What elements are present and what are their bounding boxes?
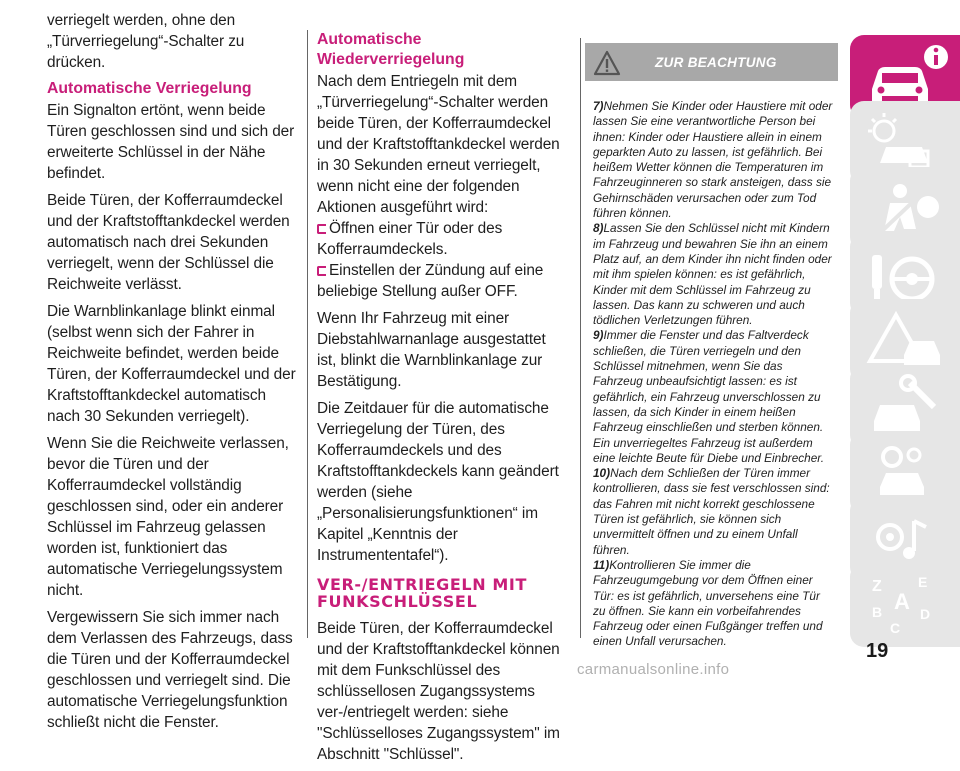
bullet-icon bbox=[317, 224, 326, 234]
warning-notes bbox=[593, 99, 835, 650]
relock-paragraph: Nach dem Entriegeln mit dem „Türverriegelung“-Schalter werden beide Türen, der Kofferraumdeckel und der Kraftstofftankdeckel werden in 30 Sekunden erneut verriegelt, wenn nicht eine der folgenden Aktionen ausgeführt wird: bbox=[317, 73, 560, 216]
warning-note bbox=[593, 99, 835, 221]
note-text: Nehmen Sie Kinder oder Haustiere mit oder lassen Sie eine verantwortliche Person bei ihnen: Kinder oder Haustiere allein in einem geparkten Auto zu lassen, ist gefährlich. Bei heißem Wetter können die Temperaturen im Fahrzeuginneren so stark ansteigen, dass sie Gehirnschäden verursachen oder zum Tod führen können. bbox=[593, 99, 833, 221]
warning-box bbox=[585, 43, 838, 649]
paragraph: Ein Signalton ertönt, wenn beide Türen geschlossen sind und sich der erweiterte Schlüssel in der Nähe befindet. bbox=[47, 102, 295, 182]
remote-key-paragraph: Beide Türen, der Kofferraumdeckel und der Kraftstofftankdeckel können mit dem Funkschlüssel des schlüssellosen Zugangssystems ver-/entriegelt werden: siehe "Schlüsselloses Zugangssystem" im Abschnitt "Schlüssel". bbox=[317, 620, 560, 763]
section-heading-remote-key: VER-/ENTRIEGELN MIT FUNKSCHLÜSSEL bbox=[317, 575, 527, 611]
chapter-tabs bbox=[850, 35, 960, 635]
svg-text:Z: Z bbox=[872, 578, 882, 595]
warning-box-header bbox=[585, 43, 838, 81]
note-number: 7) bbox=[593, 99, 604, 113]
column-2 bbox=[317, 30, 569, 771]
note-text: Kontrollieren Sie immer die Fahrzeugumgebung vor dem Öffnen einer Tür: es ist gefährlich, unversehens eine Tür zu öffnen. Sie kann ein vorbeifahrendes Fahrzeug oder einen Fußgänger treffen und einen Unfall verursachen. bbox=[593, 557, 823, 649]
column-divider-left bbox=[307, 30, 308, 638]
paragraph: Beide Türen, der Kofferraumdeckel und der Kraftstofftankdeckel werden automatisch nach drei Sekunden verriegelt, wenn der Schlüssel die Reichweite verlässt. bbox=[47, 192, 290, 293]
note-number: 9) bbox=[593, 328, 604, 343]
bullet-text: Öffnen einer Tür oder des Kofferraumdeckels. bbox=[317, 220, 503, 258]
note-number: 8) bbox=[593, 221, 604, 236]
warning-note bbox=[593, 466, 835, 558]
heading-automatic-locking: Automatische Verriegelung bbox=[47, 80, 252, 97]
note-text: Nach dem Schließen der Türen immer kontrollieren, dass sie fest verschlossen sind: das Fahren mit nicht korrekt geschlossene Türen ist gefährlich, sie können sich unvermittelt öffnen und zu einem Unfall führen. bbox=[593, 466, 830, 557]
watermark: carmanualsonline.info bbox=[577, 661, 730, 678]
bullet-item bbox=[317, 218, 569, 260]
warning-box-title: ZUR BEACHTUNG bbox=[655, 55, 777, 70]
note-number: 10) bbox=[593, 466, 611, 481]
page-number: 19 bbox=[866, 640, 889, 662]
note-number: 11) bbox=[593, 557, 610, 572]
column-divider-right bbox=[580, 38, 581, 638]
warning-triangle-icon bbox=[593, 50, 621, 76]
svg-text:A: A bbox=[894, 589, 910, 614]
paragraph: Wenn Sie die Reichweite verlassen, bevor die Türen und der Kofferraumdeckel vollständig geschlossen sind, oder ein anderer Schlüssel im Fahrzeug gelassen worden ist, funktioniert das automatische Verriegelungssystem nicht. bbox=[47, 435, 289, 599]
intro-continued-text: verriegelt werden, ohne den „Türverriegelung“-Schalter zu drücken. bbox=[47, 12, 245, 71]
bullet-item bbox=[317, 260, 569, 302]
note-text: Lassen Sie den Schlüssel nicht mit Kindern im Fahrzeug und bewahren Sie ihn an einem Platz auf, an dem Kinder ihn nicht finden oder mit ihm spielen können: es ist gefährlich, Kinder mit dem Schlüssel im Fahrzeug zu lassen. Das kann zu schweren und auch tödlichen Verletzungen führen. bbox=[593, 221, 832, 328]
svg-text:E: E bbox=[918, 574, 928, 590]
paragraph: Die Zeitdauer für die automatische Verriegelung der Türen, des Kofferraumdeckels und des Kraftstofftankdeckels kann geändert werden (siehe „Personalisierungsfunktionen“ im Kapitel „Kenntnis der Instrumententafel“). bbox=[317, 400, 559, 564]
heading-automatic-relocking: Automatische Wiederverriegelung bbox=[317, 31, 465, 68]
warning-note bbox=[593, 558, 835, 650]
paragraph: Vergewissern Sie sich immer nach dem Verlassen des Fahrzeugs, dass die Türen und der Kofferraumdeckel geschlossen und verriegelt sind. Die automatische Verriegelungsfunktion schließt nicht die Fenster. bbox=[47, 609, 293, 731]
bullet-icon bbox=[317, 266, 326, 276]
paragraph: Die Warnblinkanlage blinkt einmal (selbst wenn sich der Fahrer in Reichweite befindet, werden beide Türen, der Kofferraumdeckel und der Kraftstofftankdeckel automatisch nach 30 Sekunden verriegelt). bbox=[47, 303, 296, 425]
column-1 bbox=[47, 10, 297, 739]
svg-text:D: D bbox=[920, 606, 931, 622]
note-text: Immer die Fenster und das Faltverdeck schließen, die Türen verriegeln und den Schlüssel mitnehmen, wenn Sie das Fahrzeug unbeaufsichtigt lassen: es ist gefährlich, ein Fahrzeug unverschlossen zu lassen, da sich Kinder in einem heißen Fahrzeug einschließen und sterben können. Ein unverriegeltes Fahrzeug ist außerdem eine leichte Beute für Diebe und Einbrecher. bbox=[593, 328, 825, 465]
index-alphabet-icon bbox=[860, 569, 950, 641]
svg-text:C: C bbox=[890, 620, 901, 636]
bullet-text: Einstellen der Zündung auf eine beliebige Stellung außer OFF. bbox=[317, 262, 544, 300]
tab-index[interactable] bbox=[850, 563, 960, 647]
svg-text:B: B bbox=[872, 604, 883, 620]
warning-note bbox=[593, 328, 835, 466]
warning-note bbox=[593, 221, 835, 328]
paragraph: Wenn Ihr Fahrzeug mit einer Diebstahlwarnanlage ausgestattet ist, blinkt die Warnblinkanlage zur Bestätigung. bbox=[317, 310, 546, 390]
